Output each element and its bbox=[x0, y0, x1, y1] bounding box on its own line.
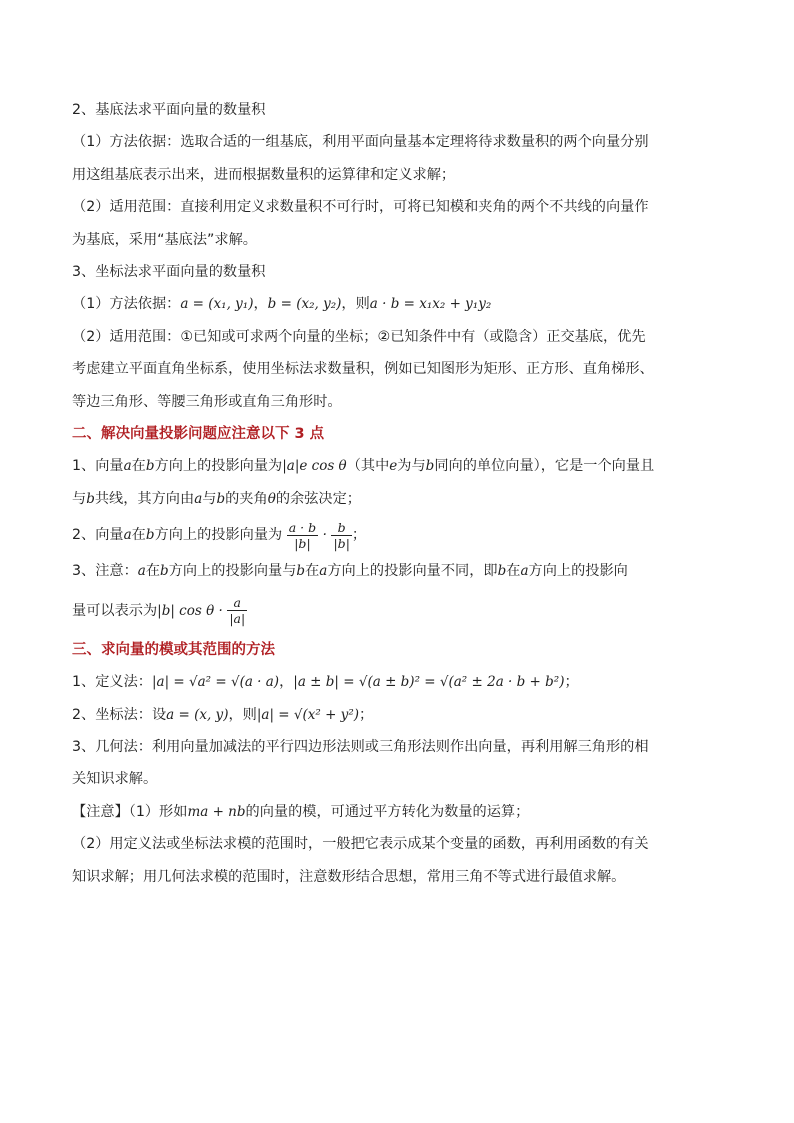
formula-norm-a: |a| = √a² = √(a · a) bbox=[151, 674, 280, 691]
section-3-p2a: （2）适用范围：①已知或可求两个向量的坐标；②已知条件中有（或隐含）正交基底，优先 bbox=[72, 328, 646, 345]
part-two-heading: 二、解决向量投影问题应注意以下 3 点 bbox=[72, 426, 325, 443]
part-three-l3a: 3、几何法：利用向量加减法的平行四边形法则或三角形法则作出向量，再利用解三角形的相 bbox=[72, 738, 649, 755]
formula-a-xy: a = (x, y) bbox=[166, 706, 229, 723]
fraction-a-dot-b-over-b: $\frac{a \cdot b}{|b|}$ bbox=[288, 519, 317, 551]
part-two-l1a: 1、向量a在b方向上的投影向量为|a|e cos θ（其中e为与b同向的单位向量），它是一个向量且 bbox=[72, 458, 655, 475]
part-three-l1: 1、定义法：|a| = √a² = √(a · a)，|a ± b| = √(a ± b)² = √(a² ± 2a · b + b²)； bbox=[72, 674, 579, 691]
part-three-note1: 【注意】（1）形如ma + nb的向量的模，可通过平方转化为数量的运算； bbox=[72, 803, 530, 820]
part-two-l3a: 3、注意：a在b方向上的投影向量与b在a方向上的投影向量不同，即b在a方向上的投影向 bbox=[72, 563, 628, 580]
section-2-p2a: （2）适用范围：直接利用定义求数量积不可行时，可将已知模和夹角的两个不共线的向量作 bbox=[72, 199, 649, 216]
part-two-l1b: 与b共线，其方向由a与b的夹角θ的余弦决定； bbox=[72, 490, 361, 507]
formula-b-coord: b = (x₂, y₂) bbox=[267, 296, 342, 313]
formula-norm-xy: |a| = √(x² + y²) bbox=[256, 706, 359, 723]
formula-dot-product: a · b = x₁x₂ + y₁y₂ bbox=[369, 296, 492, 313]
fraction-b-over-b: $\frac{b}{|b|}$ bbox=[333, 519, 350, 551]
section-3-title: 3、坐标法求平面向量的数量积 bbox=[72, 264, 266, 281]
formula-ma-nb: ma + nb bbox=[187, 803, 246, 820]
section-3-p1: （1）方法依据：a = (x₁, y₁)，b = (x₂, y₂)，则a · b = x₁x₂ + y₁y₂ bbox=[72, 296, 492, 313]
part-three-heading: 三、求向量的模或其范围的方法 bbox=[72, 641, 275, 658]
part-three-note2b: 知识求解；用几何法求模的范围时，注意数形结合思想，常用三角不等式进行最值求解。 bbox=[72, 868, 626, 885]
document-page bbox=[72, 94, 726, 893]
part-three-l3b: 关知识求解。 bbox=[72, 771, 158, 788]
section-2-p1b: 用这组基底表示出来，进而根据数量积的运算律和定义求解； bbox=[72, 166, 456, 183]
fraction-a-over-a: $\frac{a}{|a|}$ bbox=[229, 595, 246, 627]
formula-projection: |a|e cos θ bbox=[282, 458, 347, 475]
section-2-p2b: 为基底，采用“基底法”求解。 bbox=[72, 231, 257, 248]
part-three-note2a: （2）用定义法或坐标法求模的范围时，一般把它表示成某个变量的函数，再利用函数的有关 bbox=[72, 836, 649, 853]
formula-a-coord: a = (x₁, y₁) bbox=[180, 296, 254, 313]
formula-projection-b-on-a: |b| cos θ · bbox=[157, 602, 223, 619]
part-three-l2: 2、坐标法：设a = (x, y)，则|a| = √(x² + y²)； bbox=[72, 706, 374, 723]
section-3-p2c: 等边三角形、等腰三角形或直角三角形时。 bbox=[72, 393, 342, 410]
section-3-p2b: 考虑建立平面直角坐标系，使用坐标法求数量积，例如已知图形为矩形、正方形、直角梯形、 bbox=[72, 361, 654, 378]
part-two-l3b: 量可以表示为|b| cos θ · $\frac{a}{|a|}$ bbox=[72, 595, 246, 627]
section-2-p1a: （1）方法依据：选取合适的一组基底，利用平面向量基本定理将待求数量积的两个向量分别 bbox=[72, 134, 649, 151]
section-2-title: 2、基底法求平面向量的数量积 bbox=[72, 102, 266, 118]
formula-norm-a-pm-b: |a ± b| = √(a ± b)² = √(a² ± 2a · b + b²) bbox=[293, 674, 565, 691]
part-two-l2: 2、向量a在b方向上的投影向量为 $\frac{a \cdot b}{|b|}$ · $\frac{b}{|b|}$ ； bbox=[72, 519, 367, 551]
